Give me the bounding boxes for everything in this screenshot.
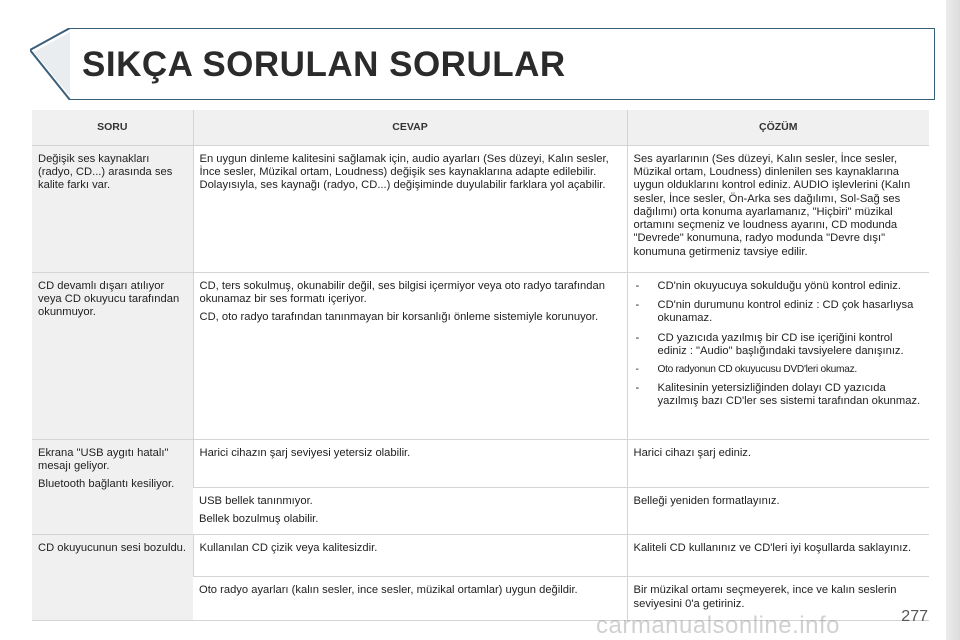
answer-text: Kullanılan CD çizik veya kalitesizdir. <box>199 542 378 555</box>
answer-text: Oto radyo ayarları (kalın sesler, ince sesler, müzikal ortamlar) uygun değildir. <box>199 584 578 597</box>
question-text: Ekrana "USB aygıtı hatalı" mesajı geliyor. <box>38 447 169 473</box>
question-cell <box>32 535 193 621</box>
solution-cell <box>627 535 929 577</box>
question-text: CD devamlı dışarı atılıyor veya CD okuyucu tarafından okunmuyor. <box>38 280 180 319</box>
answer-cell <box>193 273 627 440</box>
solution-cell <box>627 146 929 273</box>
solution-text: Belleği yeniden formatlayınız. <box>633 495 780 507</box>
list-item: - Kalitesinin yetersizliğinden dolayı CD yazıcıda yazılmış bazı CD'ler ses sistemi tarafından okunmaz. <box>634 382 924 408</box>
list-item: - CD'nin okuyucuya sokulduğu yönü kontrol ediniz. <box>634 280 924 293</box>
table-row <box>32 440 929 488</box>
question-cell <box>32 273 193 440</box>
solution-text: Ses ayarlarının (Ses düzeyi, Kalın sesler, İnce sesler, Müzikal ortam, Loudness) dinlenilen ses kaynaklarına uygun olduklarını kontrol ediniz. AUDIO işlevlerini (Kalın sesler, İnce sesler, Ön-Arka ses dağılımı, Sol-Sağ ses dağılımı) orta konuma ayarlamanız, "Hiçbiri" müzikal ortamını seçmeniz ve loudness ayarını, CD modunda "Devrede" konumuna, radyo modunda "Devre dışı" konumuna getirmeniz tavsiye edilir. <box>633 153 911 258</box>
answer-text: CD, oto radyo tarafından tanınmayan bir korsanlığı önleme sistemiyle korunuyor. <box>199 311 599 324</box>
answer-text: En uygun dinleme kalitesini sağlamak için, audio ayarları (Ses düzeyi, Kalın sesler, İnce sesler, Müzikal ortam, Loudness) değişik ses kaynaklarına adapte edilebilir. Dolayısıyla, ses kaynağı (radyo, CD...) değişiminde duyulabilir farklara yol açabilir. <box>199 153 609 192</box>
solution-text: Bir müzikal ortamı seçmeyerek, ince ve kalın seslerin seviyesini 0'a getiriniz. <box>633 584 897 610</box>
solution-text: Kaliteli CD kullanınız ve CD'leri iyi koşullarda saklayınız. <box>633 542 912 555</box>
solution-list <box>634 280 924 409</box>
list-item: - Oto radyonun CD okuyucusu DVD'leri okumaz. <box>634 364 924 376</box>
answer-text: USB bellek tanınmıyor. <box>199 495 313 507</box>
page-edge-strip <box>946 0 960 640</box>
solution-cell <box>627 488 929 535</box>
answer-cell <box>193 146 627 273</box>
table-row <box>32 273 929 440</box>
answer-text: CD, ters sokulmuş, okunabilir değil, ses bilgisi içermiyor veya oto radyo tarafından okunamaz bir ses formatı içeriyor. <box>199 280 605 306</box>
table-row <box>32 535 929 577</box>
table-header-row <box>32 110 929 146</box>
header-answer: CEVAP <box>193 110 627 146</box>
answer-cell <box>193 440 627 488</box>
answer-text: Bellek bozulmuş olabilir. <box>199 513 319 526</box>
list-item: - CD yazıcıda yazılmış bir CD ise içeriğini kontrol ediniz : "Audio" başlığındaki tavsiyelere danışınız. <box>634 332 924 358</box>
header-question: SORU <box>32 110 193 146</box>
solution-cell <box>627 273 929 440</box>
answer-text: Harici cihazın şarj seviyesi yetersiz olabilir. <box>199 447 411 459</box>
answer-cell <box>193 577 627 621</box>
header-solution: ÇÖZÜM <box>627 110 929 146</box>
question-text: Bluetooth bağlantı kesiliyor. <box>38 478 175 491</box>
solution-cell <box>627 440 929 488</box>
question-cell <box>32 440 193 535</box>
faq-table <box>32 110 929 621</box>
page-number: 277 <box>901 608 928 625</box>
page-title: SIKÇA SORULAN SORULAR <box>82 45 566 84</box>
solution-text: Harici cihazı şarj ediniz. <box>633 447 752 459</box>
question-text: Değişik ses kaynakları (radyo, CD...) arasında ses kalite farkı var. <box>38 153 173 192</box>
watermark-text: carmanualsonline.info <box>596 612 840 639</box>
question-cell <box>32 146 193 273</box>
answer-cell <box>193 488 627 535</box>
question-text: CD okuyucunun sesi bozuldu. <box>38 542 187 555</box>
list-item: - CD'nin durumunu kontrol ediniz : CD çok hasarlıysa okunamaz. <box>634 299 924 325</box>
table-row <box>32 146 929 273</box>
answer-cell <box>193 535 627 577</box>
